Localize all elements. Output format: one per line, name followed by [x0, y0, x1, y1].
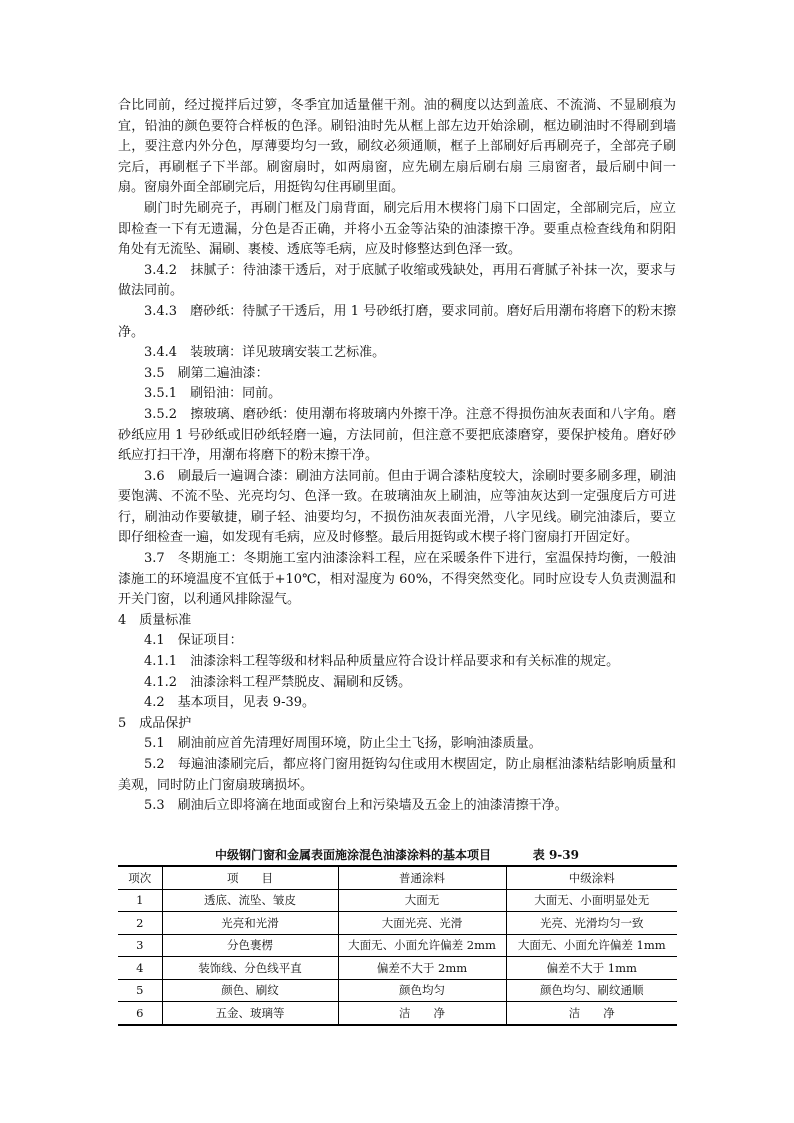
paragraph: 3.4.3 磨砂纸：待腻子干透后，用 1 号砂纸打磨，要求同前。磨好后用潮布将磨下的粉末擦净。 [118, 303, 676, 340]
paragraph: 3.5 刷第二遍油漆： [144, 365, 269, 381]
cell-medium: 洁 净 [506, 1002, 677, 1025]
cell-index: 2 [118, 912, 162, 935]
paragraph: 3.5.2 擦玻璃、磨砂纸：使用潮布将玻璃内外擦干净。注意不得损伤油灰表面和八字角。磨砂纸应用 1 号砂纸或旧砂纸轻磨一遍，方法同前，但注意不要把底漆磨穿，要保护棱角。磨好砂纸应打扫干净，用潮布将磨下的粉末擦干净。 [118, 406, 676, 464]
paragraph: 4.2 基本项目，见表 9-39。 [144, 695, 316, 711]
paragraph: 4.1.1 油漆涂料工程等级和材料品种质量应符合设计样品要求和有关标准的规定。 [144, 654, 620, 670]
cell-medium: 颜色均匀、刷纹通顺 [506, 979, 677, 1002]
cell-item: 颜色、刷纹 [162, 979, 338, 1002]
cell-normal: 洁 净 [338, 1002, 506, 1025]
paragraph: 合比同前，经过搅拌后过箩，冬季宜加适量催干剂。油的稠度以达到盖底、不流淌、不显刷痕为宜，铅油的颜色要符合样板的色泽。刷铅油时先从框上部左边开始涂刷，框边刷油时不得刷到墙上，要注意内外分色，厚薄要均匀一致，刷纹必须通顺，框子上部刷好后再刷亮子，全部亮子刷完后，再刷框子下半部。刷窗扇时，如两扇窗，应先刷左扇后刷右扇 三扇窗者，最后刷中间一扇。窗扇外面全部刷完后，用挺钩勾住再刷里面。 [118, 98, 676, 196]
header-item: 项 目 [162, 866, 338, 889]
header-normal: 普通涂料 [338, 866, 506, 889]
paragraph: 5.2 每遍油漆刷完后，都应将门窗用挺钩勾住或用木楔固定，防止扇框油漆粘结影响质量和美观，同时防止门窗扇玻璃损坏。 [118, 757, 676, 793]
paragraph: 3.4.2 抹腻子：待油漆干透后，对于底腻子收缩或残缺处，再用石膏腻子补抹一次，要求与做法同前。 [118, 262, 676, 299]
table-row [118, 889, 677, 912]
section-heading: 4 质量标准 [118, 612, 192, 628]
section-heading: 5 成品保护 [118, 715, 192, 731]
cell-item: 光亮和光滑 [162, 912, 338, 935]
table-row [118, 979, 677, 1002]
cell-medium: 大面无、小面允许偏差 1mm [506, 934, 677, 957]
header-medium: 中级涂料 [506, 866, 677, 889]
table-row [118, 912, 677, 935]
cell-medium: 光亮、光滑均匀一致 [506, 912, 677, 935]
cell-normal: 大面无、小面允许偏差 2mm [338, 934, 506, 957]
table-row [118, 957, 677, 980]
cell-normal: 大面无 [338, 889, 506, 912]
table-row [118, 934, 677, 957]
cell-index: 6 [118, 1002, 162, 1025]
cell-index: 1 [118, 889, 162, 912]
paragraph: 3.4.4 装玻璃：详见玻璃安装工艺标准。 [144, 345, 386, 361]
paragraph: 刷门时先刷亮子，再刷门框及门扇背面，刷完后用木楔将门扇下口固定，全部刷完后，应立即检查一下有无遗漏，分色是否正确，并将小五金等沾染的油漆擦干净。要重点检查线角和阴阳角处有无流坠、漏刷、裹棱、透底等毛病，应及时修整达到色泽一致。 [118, 200, 676, 258]
cell-normal: 颜色均匀 [338, 979, 506, 1002]
header-index: 项次 [118, 866, 162, 889]
cell-index: 5 [118, 979, 162, 1002]
paragraph: 3.7 冬期施工：冬期施工室内油漆涂料工程，应在采暖条件下进行，室温保持均衡，一般油漆施工的环境温度不宜低于+10℃，相对湿度为 60%，不得突然变化。同时应设专人负责测温和开关门窗，以利通风排除湿气。 [118, 551, 676, 608]
cell-normal: 大面光亮、光滑 [338, 912, 506, 935]
cell-item: 五金、玻璃等 [162, 1002, 338, 1025]
paragraph: 3.6 刷最后一遍调合漆：刷油方法同前。但由于调合漆粘度较大，涂刷时要多刷多理，刷油要饱满、不流不坠、光亮均匀、色泽一致。在玻璃油灰上刷油，应等油灰达到一定强度后方可进行，刷油动作要敏捷，刷子轻、油要均匀，不损伤油灰表面光滑，八字见线。刷完油漆后，要立即仔细检查一遍，如发现有毛病，应及时修整。最后用挺钩或木楔子将门窗扇打开固定好。 [118, 468, 676, 546]
table-header-row [118, 866, 677, 889]
cell-medium: 大面无、小面明显处无 [506, 889, 677, 912]
cell-item: 装饰线、分色线平直 [162, 957, 338, 980]
cell-item: 透底、流坠、皱皮 [162, 889, 338, 912]
paragraph: 5.3 刷油后立即将滴在地面或窗台上和污染墙及五金上的油漆清擦干净。 [144, 798, 568, 814]
quality-table [118, 865, 677, 1026]
paragraph: 5.1 刷油前应首先清理好周围环境，防止尘土飞扬，影响油漆质量。 [144, 736, 542, 752]
table-row [118, 1002, 677, 1025]
table-caption: 中级钢门窗和金属表面施涂混色油漆涂料的基本项目 表 9-39 [215, 848, 579, 862]
paragraph: 4.1 保证项目： [144, 633, 243, 649]
cell-index: 4 [118, 957, 162, 980]
cell-medium: 偏差不大于 1mm [506, 957, 677, 980]
cell-index: 3 [118, 934, 162, 957]
paragraph: 4.1.2 油漆涂料工程严禁脱皮、漏刷和反锈。 [144, 674, 412, 690]
paragraph: 3.5.1 刷铅油：同前。 [144, 386, 282, 402]
cell-normal: 偏差不大于 2mm [338, 957, 506, 980]
cell-item: 分色裹楞 [162, 934, 338, 957]
document-body [118, 96, 676, 817]
